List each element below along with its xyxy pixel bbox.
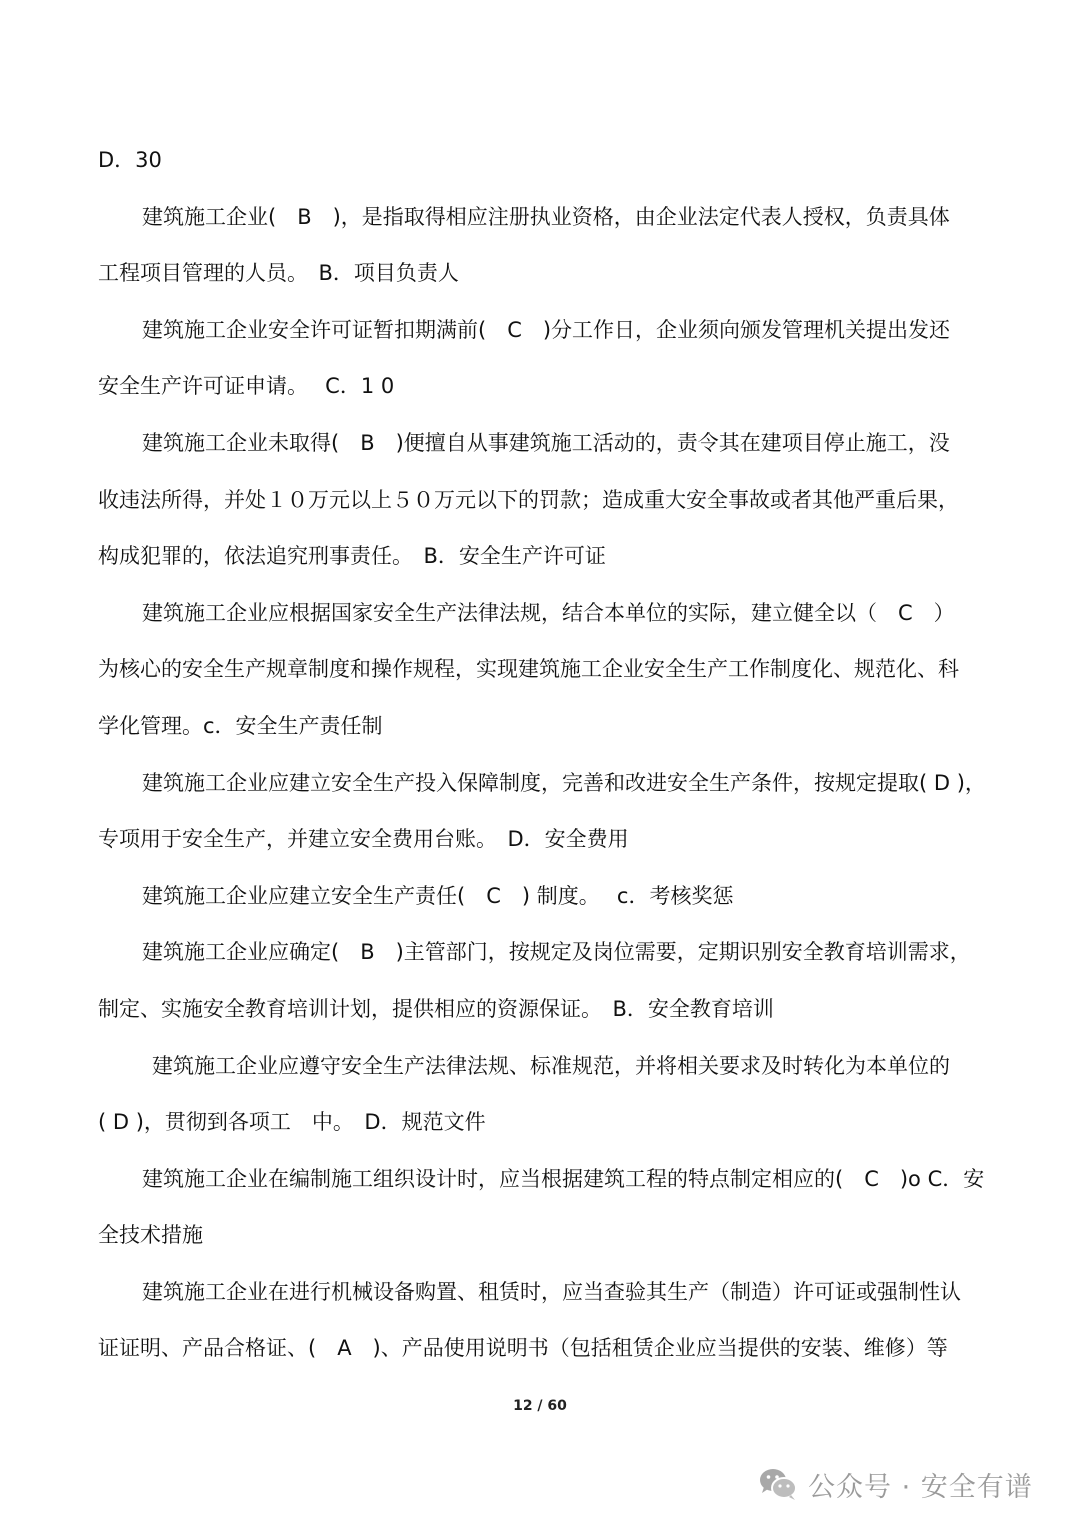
question-line: 建筑施工企业未取得( B )便擅自从事建筑施工活动的，责令其在建项目停止施工，没 — [142, 430, 950, 455]
question-line: 建筑施工企业在进行机械设备购置、租赁时，应当查验其生产（制造）许可证或强制性认 — [142, 1279, 961, 1304]
question-line: 制定、实施安全教育培训计划，提供相应的资源保证。 B．安全教育培训 — [98, 996, 774, 1021]
question-line: 收违法所得，并处１０万元以上５０万元以下的罚款；造成重大安全事故或者其他严重后果， — [98, 487, 959, 512]
wechat-icon — [758, 1467, 798, 1501]
question-line: 工程项目管理的人员。 B．项目负责人 — [98, 261, 459, 286]
page-number: 12 / 60 — [513, 1398, 567, 1414]
question-line: 建筑施工企业应根据国家安全生产法律法规，结合本单位的实际，建立健全以（ C ） — [142, 600, 955, 625]
question-line: 建筑施工企业应建立安全生产投入保障制度，完善和改进安全生产条件，按规定提取( D )， — [142, 770, 986, 795]
question-line: 学化管理。c．安全生产责任制 — [98, 713, 383, 738]
question-line: 建筑施工企业应遵守安全生产法律法规、标准规范，并将相关要求及时转化为本单位的 — [152, 1053, 950, 1078]
document-body — [98, 132, 986, 1377]
answer-line: D．30 — [98, 148, 162, 172]
watermark — [758, 1462, 1033, 1506]
question-line: 专项用于安全生产，并建立安全费用台账。 D．安全费用 — [98, 827, 629, 852]
question-line: 安全生产许可证申请。 C．1 0 — [98, 374, 395, 399]
question-line: 全技术措施 — [98, 1223, 203, 1248]
question-line: 建筑施工企业在编制施工组织设计时，应当根据建筑工程的特点制定相应的( C )o C．安 — [142, 1166, 985, 1191]
question-line: 构成犯罪的，依法追究刑事责任。 B．安全生产许可证 — [98, 544, 606, 569]
question-line: 建筑施工企业应建立安全生产责任( C ) 制度。 c．考核奖惩 — [142, 883, 734, 908]
question-line: 证证明、产品合格证、( A )、产品使用说明书（包括租赁企业应当提供的安装、维修）等 — [98, 1336, 948, 1361]
question-line: 建筑施工企业应确定( B )主管部门，按规定及岗位需要，定期识别安全教育培训需求， — [142, 940, 971, 965]
question-line: 为核心的安全生产规章制度和操作规程，实现建筑施工企业安全生产工作制度化、规范化、科 — [98, 657, 959, 682]
question-line: 建筑施工企业( B )，是指取得相应注册执业资格，由企业法定代表人授权，负责具体 — [142, 204, 950, 229]
question-line: 建筑施工企业安全许可证暂扣期满前( C )分工作日，企业须向颁发管理机关提出发还 — [142, 317, 951, 342]
question-line: ( D )，贯彻到各项工 中。 D．规范文件 — [98, 1110, 486, 1135]
watermark-text: 公众号 · 安全有谱 — [808, 1471, 1033, 1503]
